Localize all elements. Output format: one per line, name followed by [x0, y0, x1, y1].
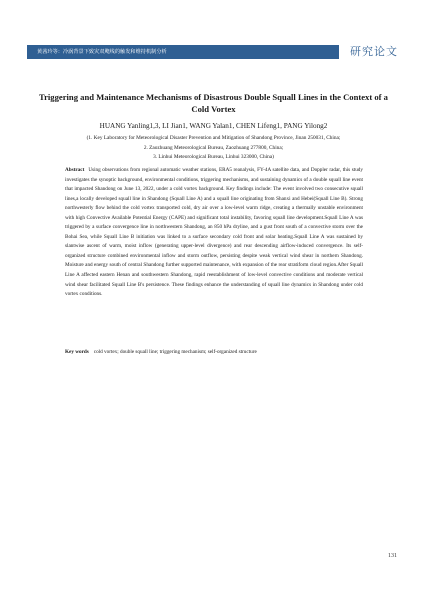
keywords-label: Key words [65, 349, 89, 355]
author-list: HUANG Yanling1,3, LI Jian1, WANG Yalan1, CHEN Lifeng1, PANG Yilong2 [99, 122, 328, 130]
affiliation-line: 2. Zaozhuang Meteorological Bureau, Zaozhuang 277800, China; [143, 144, 284, 151]
keywords-text: cold vortex; double squall line; triggering mechanism; self-organized structure [93, 349, 257, 355]
page-number: 131 [388, 553, 397, 559]
running-header-bar [27, 45, 339, 59]
abstract-text: Using observations from regional automatic weather stations, ERA5 reanalysis, FY-4A satellite data, and Doppler radar, this study investigates the synoptic background, environmental conditions, triggering mechanisms, and sustaining dynamics of a double squall line event that impacted Shandong on June 13, 2022, under a cold vortex background. Key findings include: The event involved two consecutive squall lines,a locally developed squall line in Shandong (Squall Line A) and a squall line originating from Shanxi and Hebei(Squall Line B). Strong northwesterly flow behind the cold vortex transported cold, dry air over a low-level warm ridge, creating a thermally unstable environment with high Convective Available Potential Energy (CAPE) and significant total instability, favoring squall line development.Squall Line A was triggered by a surface convergence line in northwestern Shandong, an 850 hPa dryline, and a gust front south of a convective storm over the Bohai Sea, while Squall Line B initiation was linked to a surface secondary cold front and solar heating.Squall Line A was sustained by slantwise ascent of warm, moist inflow (generating upper-level divergence) and rear descending airflow-induced convergence. Its self-organized structure combined environmental inflow and storm outflow, persisting despite weak vertical wind shear in northern Shandong. Moisture and energy south of central Shandong further supported maintenance, with expansion of the rear stratiform cloud region.After Squall Line A affected eastern Henan and southwestern Shandong, rapid reestablishment of low-level convective conditions and moderate vertical wind shear facilitated Squall Line B's persistence. These findings enhance the understanding of squall line dynamics in Shandong under cold vortex conditions. [65, 167, 363, 298]
affiliation-line: (1. Key Laboratory for Meteorological Disaster Prevention and Mitigation of Shandong Province, Jinan 250031, China; [86, 135, 341, 141]
affiliation-line: 3. Linhui Meteorological Bureau, Linhui 323000, China) [153, 154, 274, 161]
paper-title: Triggering and Maintenance Mechanisms of Disastrous Double Squall Lines in the Context of a Cold Vortex [39, 92, 388, 114]
affiliations [36, 134, 391, 163]
keywords [65, 348, 363, 357]
abstract-label: Abstract [65, 167, 85, 173]
abstract [65, 166, 363, 300]
running-title: 黄茜玲等：冷涡背景下致灾双飑线的触发和维持机制分析 [37, 49, 167, 55]
section-label: 研究论文 [350, 45, 398, 58]
